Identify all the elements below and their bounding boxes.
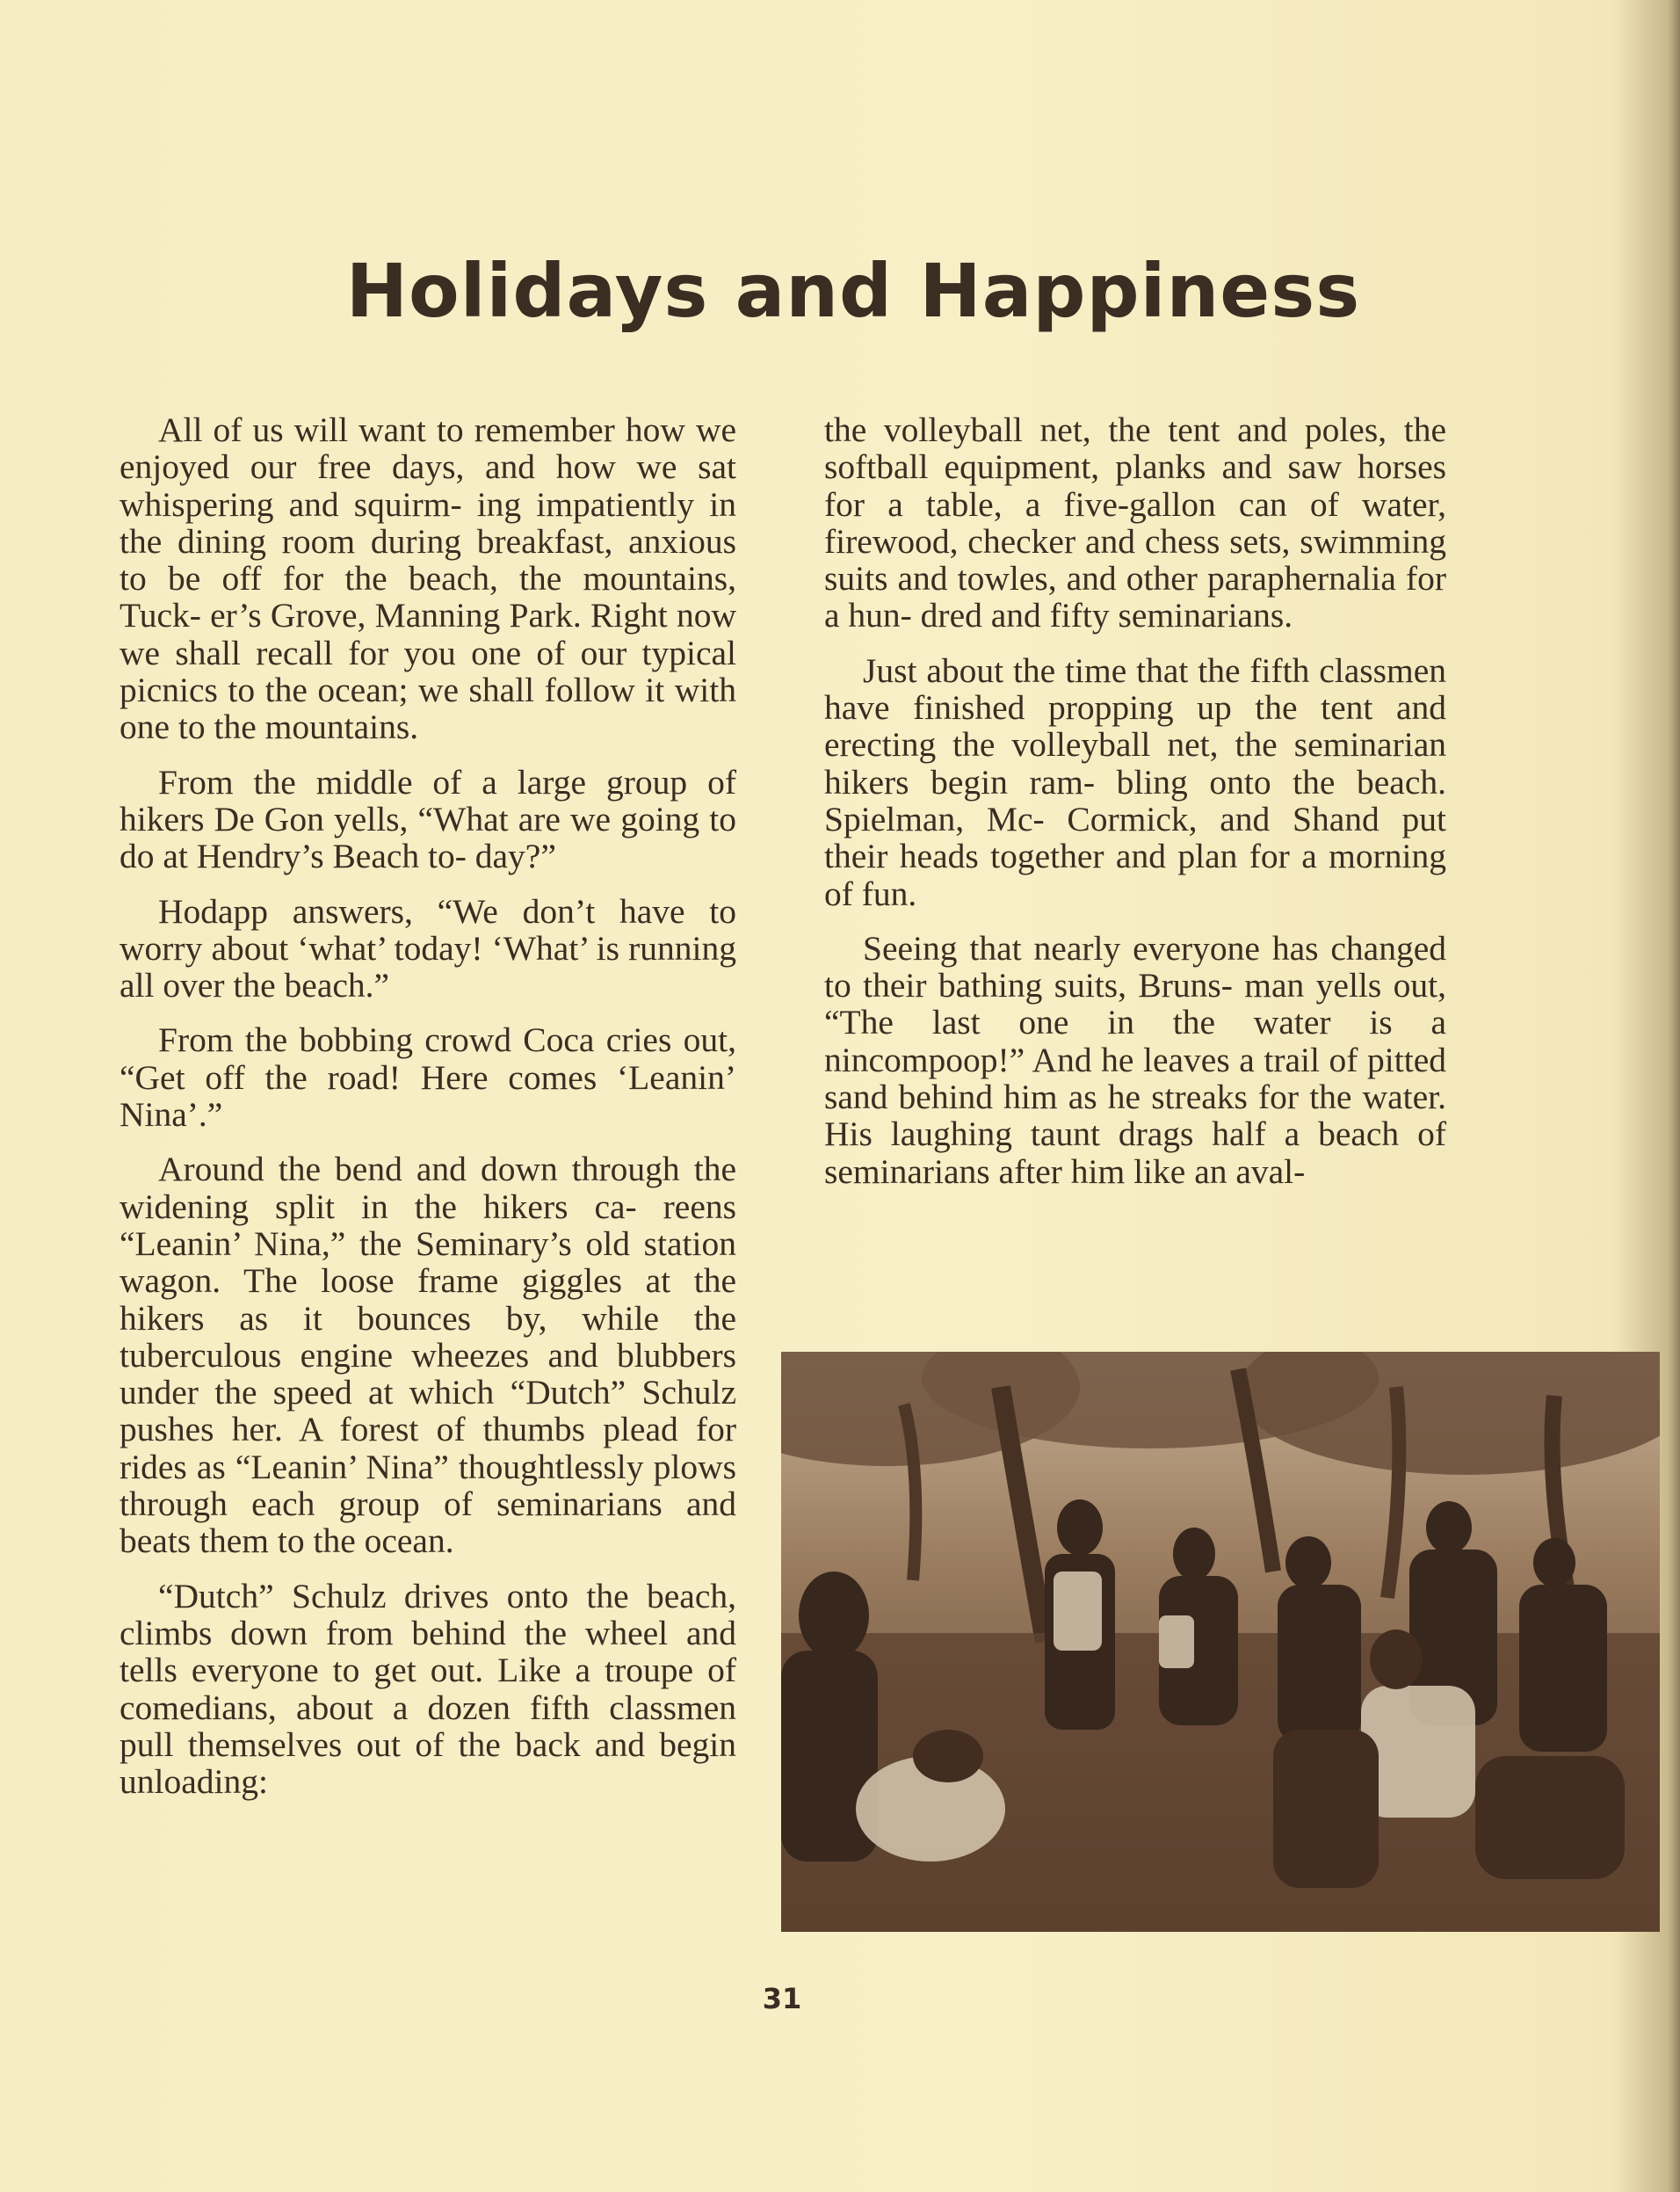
paragraph: Hodapp answers, “We don’t have to worry about ‘what’ today! ‘What’ is running all over the beach.” xyxy=(119,891,736,1005)
paragraph: All of us will want to remember how we enjoyed our free days, and how we sat whispering and squirm- ing impatiently in the dining room during breakfast, anxious to be off for the beach, the mountains, Tuck- er’s Grove, Manning Park. Right now we shall recall for you one of our typical picnics to the ocean; we shall follow it with one to the mountains. xyxy=(119,410,736,747)
page-title: Holidays and Happiness xyxy=(345,248,1361,334)
group-photo xyxy=(781,1352,1660,1932)
paragraph: From the bobbing crowd Coca cries out, “Get off the road! Here comes ‘Leanin’ Nina’.” xyxy=(119,1020,736,1135)
right-column xyxy=(824,411,1446,1208)
paragraph: Just about the time that the fifth classmen have finished propping up the tent and erecting the volleyball net, the seminarian hikers begin ram- bling onto the beach. Spielman, Mc- Cormick, and Shand put their heads together and plan for a morning of fun. xyxy=(824,650,1446,913)
paragraph: “Dutch” Schulz drives onto the beach, climbs down from behind the wheel and tells everyone to get out. Like a troupe of comedians, about a dozen fifth classmen pull themselves out of the back and begin unloading: xyxy=(119,1576,736,1802)
paragraph: the volleyball net, the tent and poles, the softball equipment, planks and saw horses for a table, a five-gallon can of water, firewood, checker and chess sets, swimming suits and towles, and other paraphernalia for a hun- dred and fifty seminarians. xyxy=(824,410,1446,635)
paragraph: Seeing that nearly everyone has changed to their bathing suits, Bruns- man yells out, “The last one in the water is a nincompoop!” And he leaves a trail of pitted sand behind him as he streaks for the water. His laughing taunt drags half a beach of seminarians after him like an aval- xyxy=(824,928,1446,1191)
paragraph: Around the bend and down through the widening split in the hikers ca- reens “Leanin’ Nina,” the Seminary’s old station wagon. The loose frame giggles at the hikers as it bounces by, while the tuberculous engine wheezes and blubbers under the speed at which “Dutch” Schulz pushes her. A forest of thumbs plead for rides as “Leanin’ Nina” thoughtlessly plows through each group of seminarians and beats them to the ocean. xyxy=(119,1150,736,1561)
page-number: 31 xyxy=(762,1982,802,2015)
photo-illustration xyxy=(781,1352,1660,1932)
left-column xyxy=(119,411,736,1818)
paragraph: From the middle of a large group of hikers De Gon yells, “What are we going to do at Hendry’s Beach to- day?” xyxy=(119,762,736,876)
